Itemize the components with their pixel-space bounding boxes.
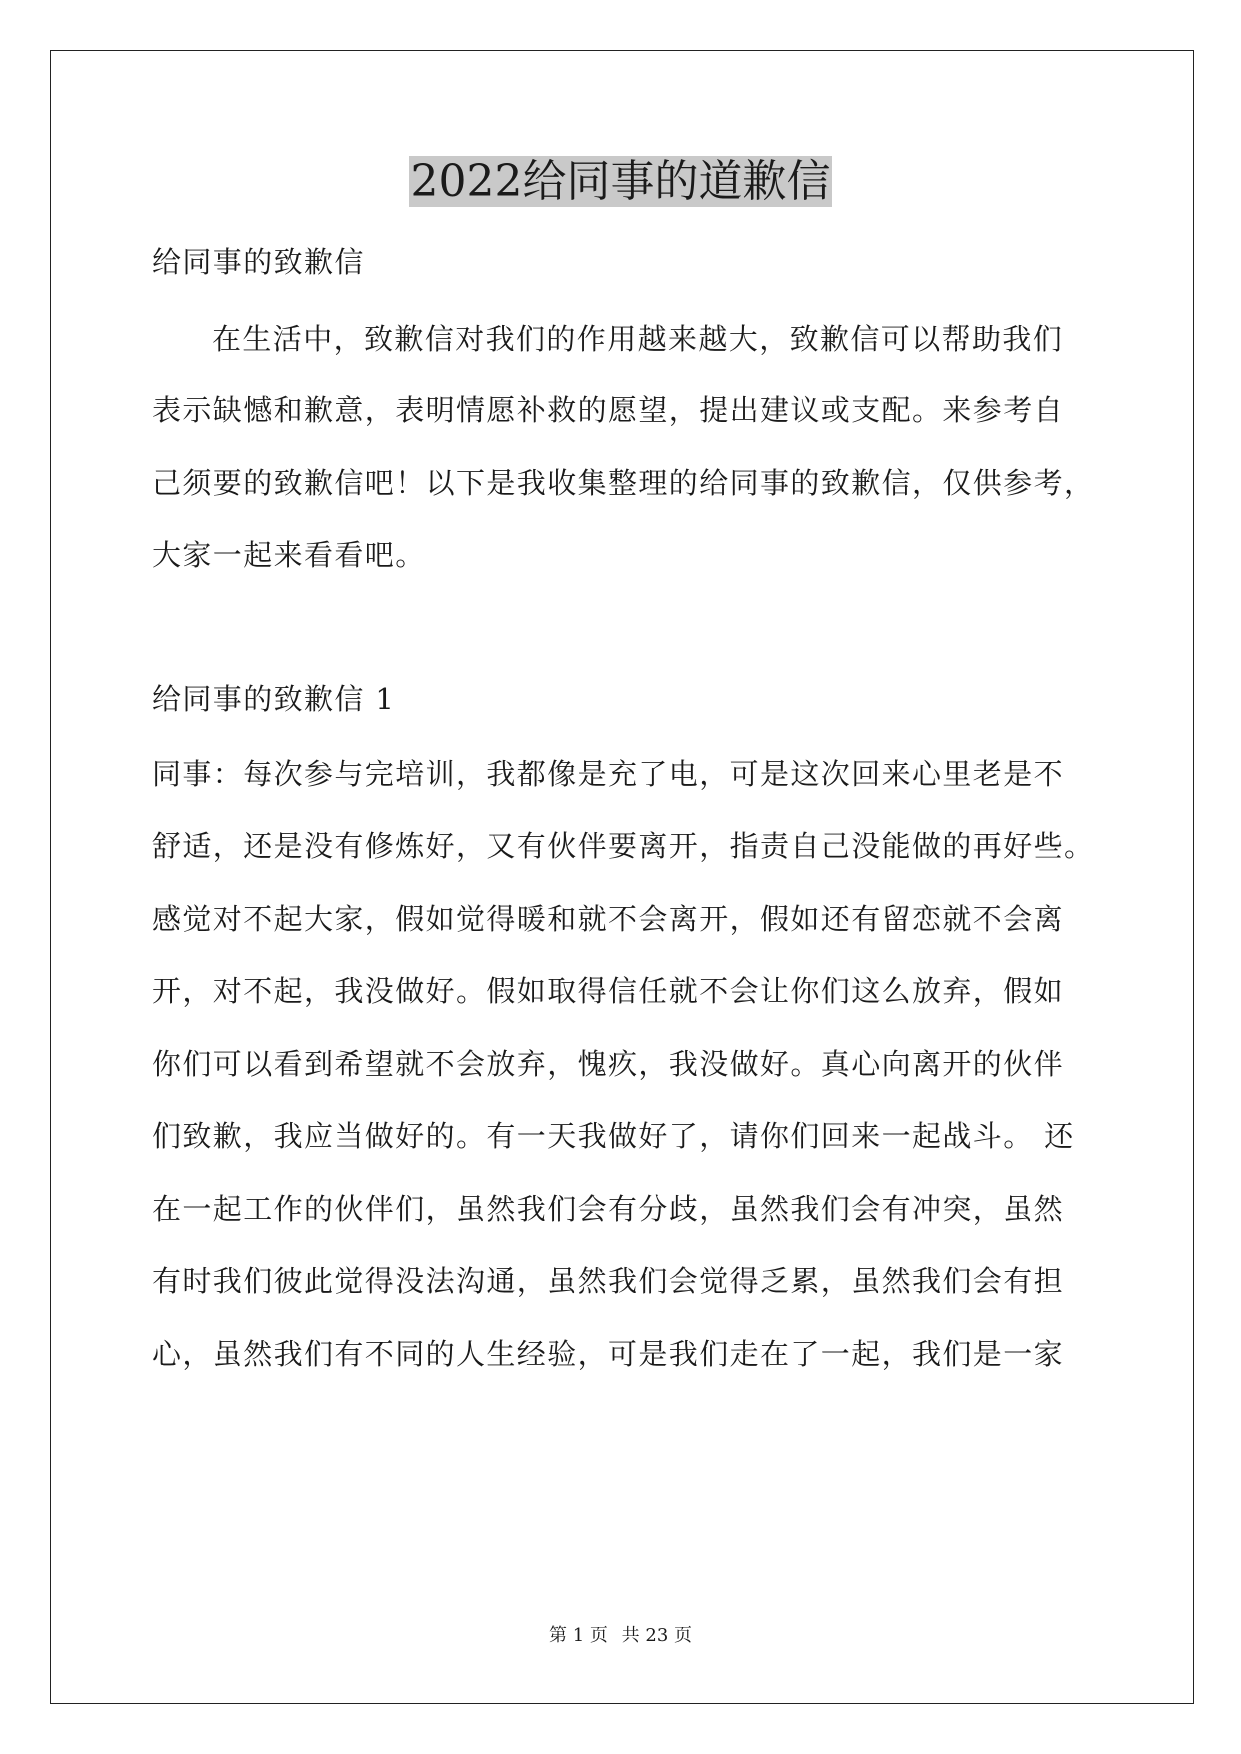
page-border — [50, 50, 1194, 1704]
body-line-8: 有时我们彼此觉得没法沟通，虽然我们会觉得乏累，虽然我们会有担 — [152, 1264, 1065, 1298]
intro-line-3: 己须要的致歉信吧！以下是我收集整理的给同事的致歉信，仅供参考， — [152, 466, 1095, 500]
body-line-7: 在一起工作的伙伴们，虽然我们会有分歧，虽然我们会有冲突，虽然 — [152, 1192, 1065, 1226]
intro-line-1: 在生活中，致歉信对我们的作用越来越大，致歉信可以帮助我们 — [212, 322, 1064, 356]
document-title — [0, 152, 1241, 212]
section-heading: 给同事的致歉信 1 — [152, 682, 396, 716]
document-title-text: 2022给同事的道歉信 — [410, 156, 831, 207]
page-total: 共 23 页 — [621, 1625, 692, 1646]
page-footer — [0, 1624, 1241, 1648]
intro-line-2: 表示缺憾和歉意，表明情愿补救的愿望，提出建议或支配。来参考自 — [152, 393, 1065, 427]
body-line-5: 你们可以看到希望就不会放弃，愧疚，我没做好。真心向离开的伙伴 — [152, 1047, 1065, 1081]
intro-line-4: 大家一起来看看吧。 — [152, 538, 426, 572]
body-line-4: 开，对不起，我没做好。假如取得信任就不会让你们这么放弃，假如 — [152, 974, 1065, 1008]
body-line-1: 同事：每次参与完培训，我都像是充了电，可是这次回来心里老是不 — [152, 757, 1065, 791]
subtitle: 给同事的致歉信 — [152, 245, 365, 279]
body-line-3: 感觉对不起大家，假如觉得暖和就不会离开，假如还有留恋就不会离 — [152, 902, 1065, 936]
body-line-9: 心，虽然我们有不同的人生经验，可是我们走在了一起，我们是一家 — [152, 1337, 1065, 1371]
body-line-6: 们致歉，我应当做好的。有一天我做好了，请你们回来一起战斗。 还 — [152, 1119, 1075, 1153]
page-number: 第 1 页 — [549, 1625, 608, 1646]
body-line-2: 舒适，还是没有修炼好，又有伙伴要离开，指责自己没能做的再好些。 — [152, 829, 1095, 863]
